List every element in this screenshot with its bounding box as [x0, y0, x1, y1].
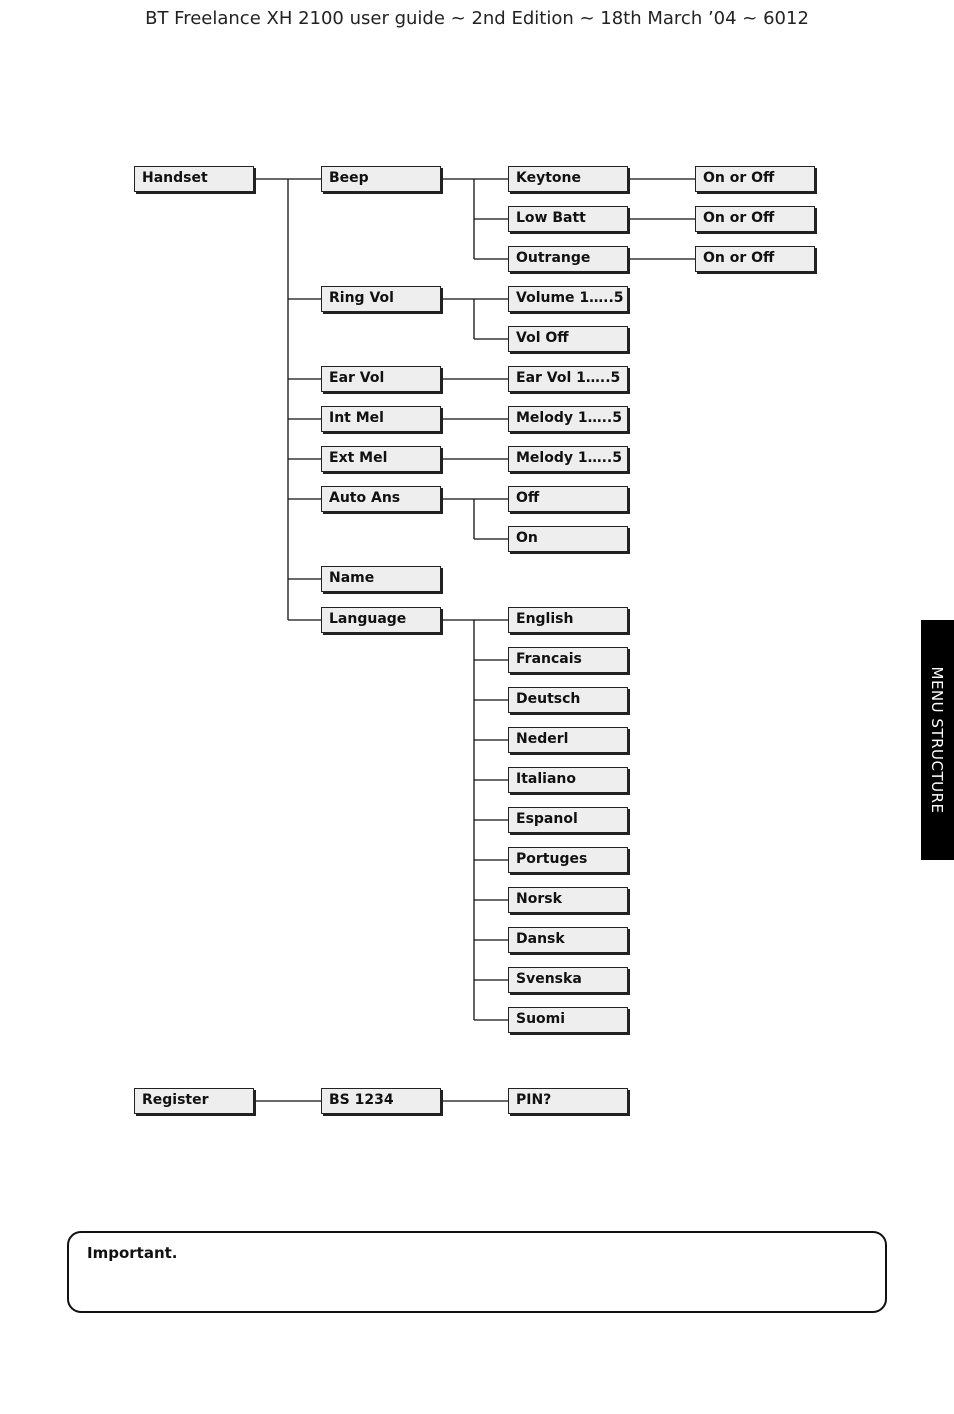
- menu-node-language-option: Portuges: [508, 847, 628, 873]
- menu-node-language-option: Francais: [508, 647, 628, 673]
- menu-node-ear-vol: Ear Vol: [321, 366, 441, 392]
- menu-node-beep: Beep: [321, 166, 441, 192]
- menu-node-auto-ans: Auto Ans: [321, 486, 441, 512]
- menu-node-language-option: Espanol: [508, 807, 628, 833]
- menu-node-outrange: Outrange: [508, 246, 628, 272]
- menu-node-low-batt-option: On or Off: [695, 206, 815, 232]
- menu-node-low-batt: Low Batt: [508, 206, 628, 232]
- menu-node-volume: Volume 1…..5: [508, 286, 628, 312]
- section-side-tab: [921, 620, 954, 860]
- menu-node-handset: Handset: [134, 166, 254, 192]
- menu-node-language-option: Deutsch: [508, 687, 628, 713]
- menu-node-auto-ans-off: Off: [508, 486, 628, 512]
- menu-node-ext-mel: Ext Mel: [321, 446, 441, 472]
- menu-node-base-station: BS 1234: [321, 1088, 441, 1114]
- important-note-box: [67, 1231, 887, 1313]
- menu-node-int-melody: Melody 1…..5: [508, 406, 628, 432]
- menu-node-ring-vol: Ring Vol: [321, 286, 441, 312]
- menu-node-ear-vol-value: Ear Vol 1…..5: [508, 366, 628, 392]
- menu-node-language-option: Dansk: [508, 927, 628, 953]
- menu-node-vol-off: Vol Off: [508, 326, 628, 352]
- menu-node-language-option: Italiano: [508, 767, 628, 793]
- menu-node-pin: PIN?: [508, 1088, 628, 1114]
- menu-node-language-option: Nederl: [508, 727, 628, 753]
- page-header: BT Freelance XH 2100 user guide ~ 2nd Edition ~ 18th March ’04 ~ 6012: [145, 8, 809, 29]
- section-side-tab-label: MENU STRUCTURE: [928, 666, 946, 814]
- important-note-label: Important.: [87, 1244, 178, 1262]
- menu-node-language-option: Norsk: [508, 887, 628, 913]
- menu-node-int-mel: Int Mel: [321, 406, 441, 432]
- menu-node-auto-ans-on: On: [508, 526, 628, 552]
- menu-node-language-option: Suomi: [508, 1007, 628, 1033]
- menu-node-ext-melody: Melody 1…..5: [508, 446, 628, 472]
- menu-node-keytone-option: On or Off: [695, 166, 815, 192]
- menu-node-name: Name: [321, 566, 441, 592]
- menu-node-keytone: Keytone: [508, 166, 628, 192]
- menu-node-language: Language: [321, 607, 441, 633]
- menu-node-outrange-option: On or Off: [695, 246, 815, 272]
- menu-node-language-option: English: [508, 607, 628, 633]
- menu-node-language-option: Svenska: [508, 967, 628, 993]
- menu-node-register: Register: [134, 1088, 254, 1114]
